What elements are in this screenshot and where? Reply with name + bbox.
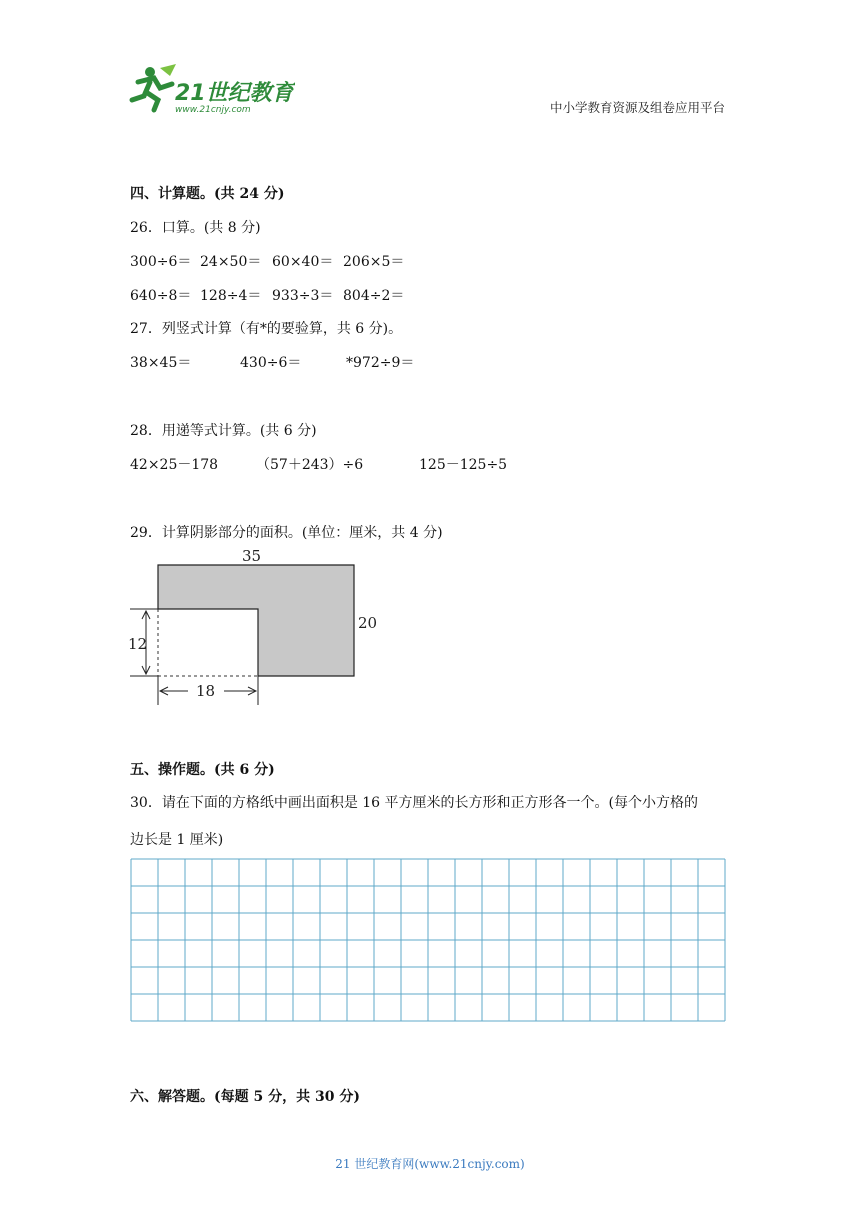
q26-r2-c1: 640÷8＝ [130, 288, 192, 304]
q26-r2-c3: 933÷3＝ [272, 288, 334, 304]
q27-item2: 430÷6＝ [240, 355, 302, 371]
q28-item1: 42×25－178 [130, 457, 219, 473]
label-left: 12 [128, 635, 148, 653]
square-grid-paper[interactable] [130, 858, 726, 1023]
q30-text-line2: 边长是 1 厘米) [130, 832, 224, 848]
site-logo [120, 62, 295, 114]
q29-title: 29．计算阴影部分的面积。(单位：厘米，共 4 分) [130, 525, 443, 541]
section4-title: 四、计算题。(共 24 分) [130, 186, 285, 202]
q26-r1-c4: 206×5＝ [343, 254, 405, 270]
q27-item3: *972÷9＝ [346, 355, 415, 371]
q26-title: 26．口算。(共 8 分) [130, 220, 261, 236]
q28-title: 28．用递等式计算。(共 6 分) [130, 423, 317, 439]
q30-text-line1: 30．请在下面的方格纸中画出面积是 16 平方厘米的长方形和正方形各一个。(每个小方格的 [130, 795, 698, 811]
q26-r1-c2: 24×50＝ [200, 254, 262, 270]
q28-item2: （57＋243）÷6 [256, 457, 364, 473]
label-right: 20 [358, 614, 378, 632]
section5-title: 五、操作题。(共 6 分) [130, 762, 275, 778]
logo-url: www.21cnjy.com [175, 105, 251, 114]
runner-icon [132, 64, 176, 110]
logo-title: 21世纪教育 [175, 81, 294, 106]
q26-r2-c4: 804÷2＝ [343, 288, 405, 304]
q26-r2-c2: 128÷4＝ [200, 288, 262, 304]
shaded-area-figure [120, 545, 390, 710]
q27-item1: 38×45＝ [130, 355, 192, 371]
section6-title: 六、解答题。(每题 5 分，共 30 分) [130, 1089, 360, 1105]
label-bottom: 18 [196, 682, 216, 700]
footer-text: 21 世纪教育网(www.21cnjy.com) [335, 1157, 525, 1171]
platform-name: 中小学教育资源及组卷应用平台 [550, 100, 726, 115]
label-top: 35 [242, 547, 262, 565]
q26-r1-c3: 60×40＝ [272, 254, 334, 270]
q28-item3: 125－125÷5 [419, 457, 508, 473]
shaded-region [158, 565, 354, 676]
q26-r1-c1: 300÷6＝ [130, 254, 192, 270]
q27-title: 27．列竖式计算（有*的要验算，共 6 分)。 [130, 321, 403, 337]
